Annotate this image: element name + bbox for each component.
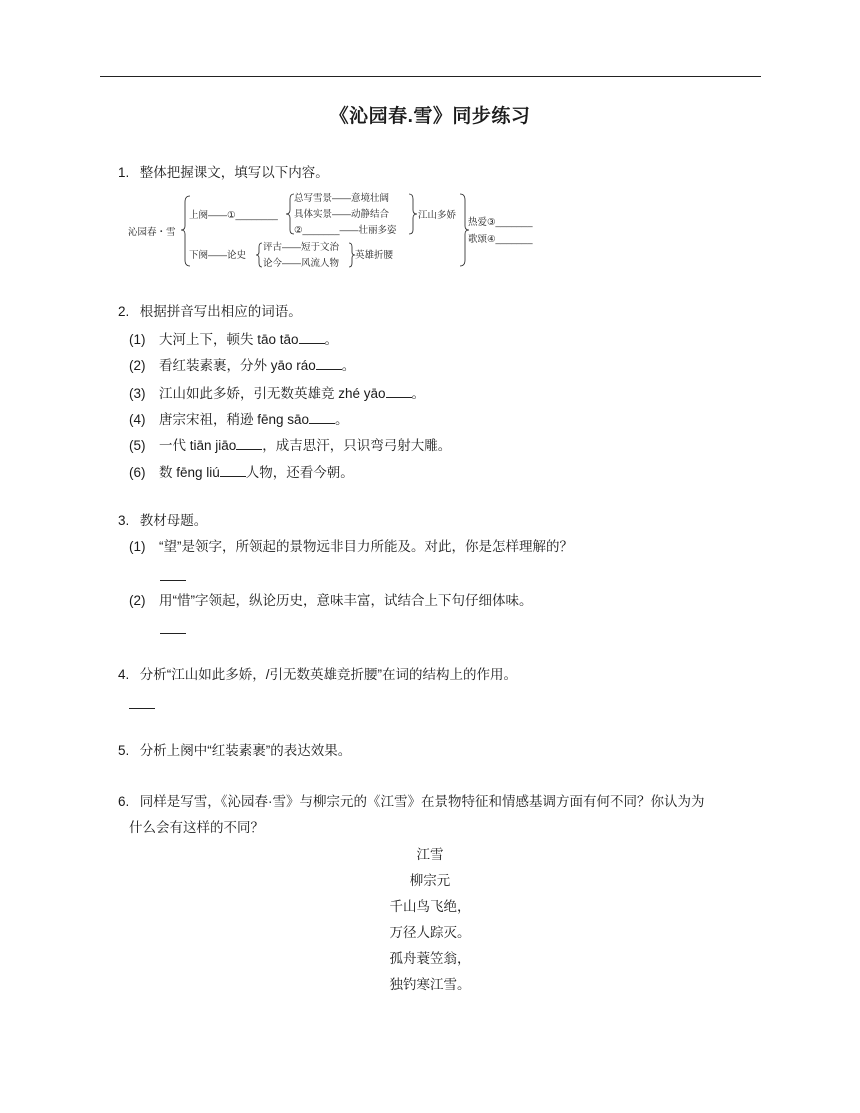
answer-blank[interactable] xyxy=(129,708,155,709)
diagram-right-item-2: 歌颂④_______ xyxy=(468,234,533,245)
diagram-upper-summary: 江山多娇 xyxy=(418,210,457,221)
sub-text-end: 。 xyxy=(324,332,339,347)
sub-text: 一代 tiān jiāo xyxy=(159,438,237,453)
diagram-right-item-1: 热爱③_______ xyxy=(468,217,533,228)
sub-item-5 xyxy=(129,436,451,456)
question-text: 分析“江山如此多娇，/引无数英雄竞折腰”在词的结构上的作用。 xyxy=(139,667,518,682)
answer-blank[interactable] xyxy=(160,580,186,581)
answer-blank[interactable] xyxy=(316,357,342,370)
question-number: 3. xyxy=(118,513,130,528)
sub-text: 江山如此多娇，引无数英雄竞 zhé yāo xyxy=(159,386,386,401)
sub-text: 看红装素裹，分外 yāo ráo xyxy=(159,358,316,373)
sub-text: 用“惜”字领起，纵论历史，意味丰富，试结合上下句仔细体味。 xyxy=(159,593,533,608)
sub-text: 数 fēng liú xyxy=(159,465,220,480)
question-number: 4. xyxy=(118,667,130,682)
sub-text: 唐宗宋祖，稍逊 fēng sāo xyxy=(159,412,310,427)
question-1 xyxy=(118,163,329,183)
sub-text-end: 。 xyxy=(341,358,356,373)
sub-number: (4) xyxy=(129,412,146,427)
sub-number: (2) xyxy=(129,593,146,608)
question-6 xyxy=(118,792,705,812)
header-rule xyxy=(100,76,761,77)
question-text: 什么会有这样的不同？ xyxy=(129,820,264,835)
poem-line: 孤舟蓑笠翁， xyxy=(389,951,471,966)
sub-number: (6) xyxy=(129,465,146,480)
sub-text: “望”是领字，所领起的景物远非目力所能及。对此，你是怎样理解的？ xyxy=(159,539,573,554)
diagram-lower-item-2: 论今——风流人物 xyxy=(263,258,340,269)
lower-brace xyxy=(256,243,262,267)
upper-brace xyxy=(286,194,294,234)
sub-number: (1) xyxy=(129,539,146,554)
diagram-lower-item-1: 评古——短于文治 xyxy=(263,242,340,253)
sub-text-end: 人物，还看今朝。 xyxy=(245,465,354,480)
answer-blank[interactable] xyxy=(386,385,412,398)
sub-item-1 xyxy=(129,537,573,557)
question-number: 6. xyxy=(118,794,130,809)
sub-item-6 xyxy=(129,463,354,483)
question-text: 分析上阕中“红装素裹”的表达效果。 xyxy=(139,743,352,758)
diagram-upper-item-1: 总写雪景——意境壮阔 xyxy=(294,193,390,204)
sub-text-end: ，成吉思汗，只识弯弓射大雕。 xyxy=(262,438,452,453)
sub-text-end: 。 xyxy=(335,412,349,427)
poem-title: 江雪 xyxy=(416,847,444,862)
question-text: 根据拼音写出相应的词语。 xyxy=(139,304,302,319)
answer-blank[interactable] xyxy=(299,331,325,344)
answer-blank[interactable] xyxy=(160,633,186,634)
question-3 xyxy=(118,511,207,531)
sub-item-4 xyxy=(129,410,349,430)
sub-item-2 xyxy=(129,356,355,376)
sub-item-1 xyxy=(129,330,338,350)
diagram-upper-item-3: ②_______——壮丽多姿 xyxy=(294,225,397,236)
sub-text-end: 。 xyxy=(411,386,426,401)
sub-number: (3) xyxy=(129,386,146,401)
question-text: 教材母题。 xyxy=(139,513,208,528)
question-number: 1. xyxy=(118,165,130,180)
question-number: 2. xyxy=(118,304,130,319)
answer-blank[interactable] xyxy=(220,464,246,477)
diagram-root: 沁园春・雪 xyxy=(128,227,176,238)
question-5 xyxy=(118,741,351,761)
right-brace xyxy=(460,194,469,266)
question-6-continued xyxy=(129,818,264,838)
diagram-lower-summary: 英雄折腰 xyxy=(355,250,394,261)
sub-item-2 xyxy=(129,591,533,611)
poem-author: 柳宗元 xyxy=(409,873,451,888)
sub-text: 大河上下，顿失 tāo tāo xyxy=(159,332,299,347)
question-text: 整体把握课文，填写以下内容。 xyxy=(139,165,329,180)
sub-item-3 xyxy=(129,384,425,404)
sub-number: (2) xyxy=(129,358,146,373)
structure-diagram xyxy=(128,190,558,270)
diagram-upper: 上阕——①________ xyxy=(189,210,278,221)
poem-line: 万径人踪灭。 xyxy=(389,925,471,940)
answer-blank[interactable] xyxy=(309,411,335,424)
upper-close-brace xyxy=(409,194,417,234)
question-2 xyxy=(118,302,302,322)
answer-blank[interactable] xyxy=(236,437,262,450)
question-text: 同样是写雪，《沁园春·雪》与柳宗元的《江雪》在景物特征和情感基调方面有何不同？你认为为 xyxy=(139,794,705,809)
question-4 xyxy=(118,665,517,685)
poem-line: 千山鸟飞绝， xyxy=(389,899,471,914)
diagram-lower: 下阕——论史 xyxy=(189,250,247,261)
page-title: 《沁园春.雪》同步练习 xyxy=(329,106,531,127)
question-number: 5. xyxy=(118,743,130,758)
poem-line: 独钓寒江雪。 xyxy=(389,977,471,992)
sub-number: (1) xyxy=(129,332,146,347)
diagram-upper-item-2: 具体实景——动静结合 xyxy=(294,209,390,220)
sub-number: (5) xyxy=(129,438,146,453)
